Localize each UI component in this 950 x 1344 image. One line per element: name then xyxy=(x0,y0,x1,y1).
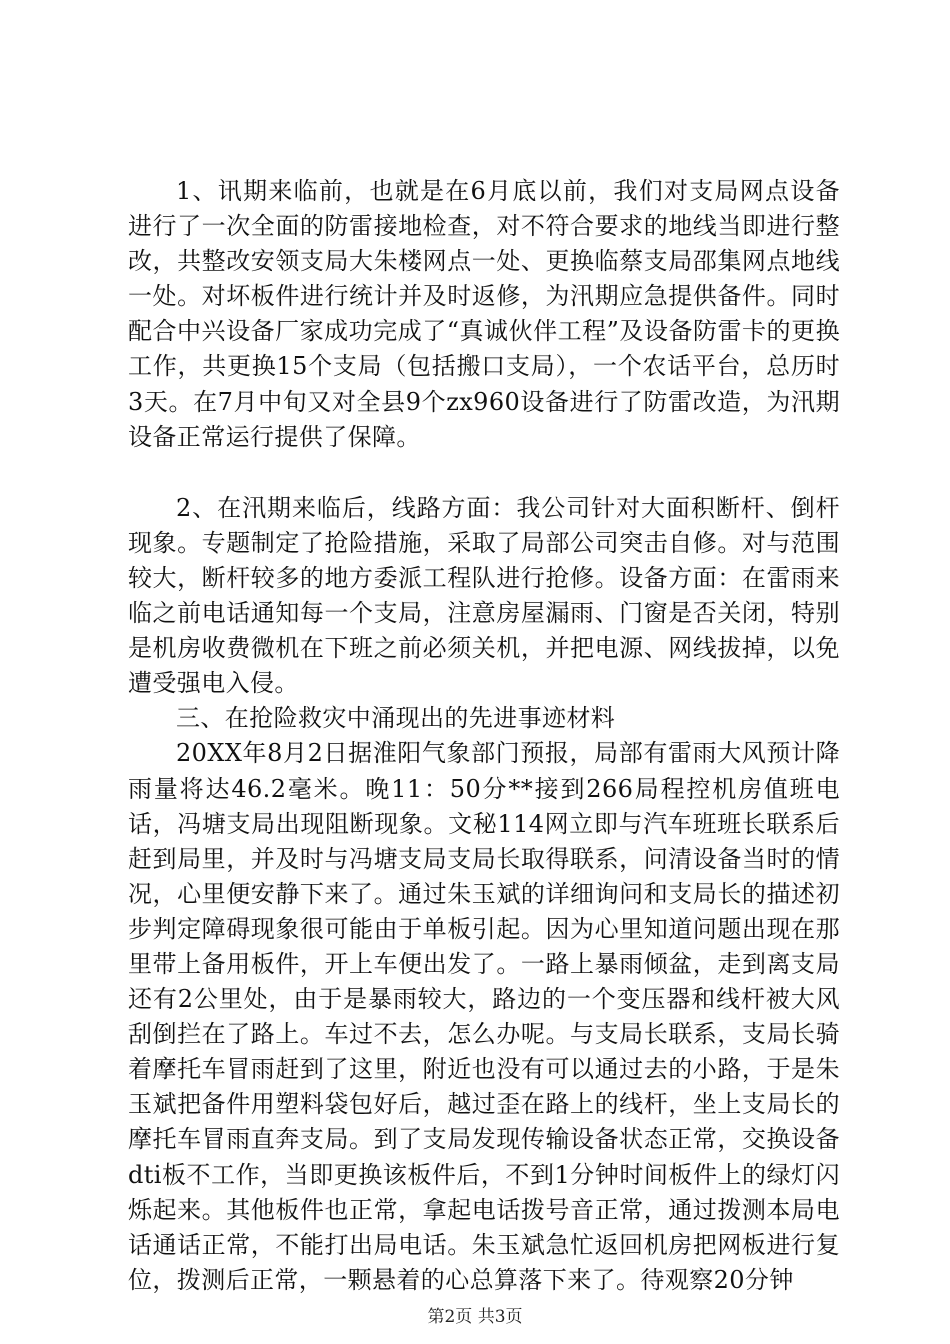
section-heading-advanced-deeds: 三、在抢险救灾中涌现出的先进事迹材料 xyxy=(176,704,616,733)
paragraph-spacer xyxy=(128,455,840,491)
paragraph-rescue-story: 20XX年8月2日据淮阳气象部门预报，局部有雷雨大风预计降雨量将达46.2毫米。晚11：50分**接到266局程控机房值班电话，冯塘支局出现阻断现象。文秘114网立即与汽车班班长联系后赶到局里，并及时与冯塘支局支局长取得联系，问清设备当时的情况，心里便安静下来了。通过朱玉斌的详细询问和支局长的描述初步判定障碍现象很可能由于单板引起。因为心里知道问题出现在那里带上备用板件，开上车便出发了。一路上暴雨倾盆，走到离支局还有2公里处，由于是暴雨较大，路边的一个变压器和线杆被大风刮倒拦在了路上。车过不去，怎么办呢。与支局长联系，支局长骑着摩托车冒雨赶到了这里，附近也没有可以通过去的小路，于是朱玉斌把备件用塑料袋包好后，越过歪在路上的线杆，坐上支局长的摩托车冒雨直奔支局。到了支局发现传输设备状态正常，交换设备dti板不工作，当即更换该板件后，不到1分钟时间板件上的绿灯闪烁起来。其他板件也正常，拿起电话拨号音正常，通过拨测本局电话通话正常，不能打出局电话。朱玉斌急忙返回机房把网板进行复位，拨测后正常，一颗悬着的心总算落下来了。待观察20分钟 xyxy=(128,739,840,1294)
page-number-footer: 第2页 共3页 xyxy=(427,1307,523,1327)
document-body xyxy=(128,174,840,1298)
paragraph-flood-response: 2、在汛期来临后，线路方面：我公司针对大面积断杆、倒杆现象。专题制定了抢险措施，采取了局部公司突击自修。对与范围较大，断杆较多的地方委派工程队进行抢修。设备方面：在雷雨来临之前电话通知每一个支局，注意房屋漏雨、门窗是否关闭，特别是机房收费微机在下班之前必须关机，并把电源、网线拔掉，以免遭受强电入侵。 xyxy=(128,493,840,698)
paragraph-lightning-protection: 1、讯期来临前，也就是在6月底以前，我们对支局网点设备进行了一次全面的防雷接地检查，对不符合要求的地线当即进行整改，共整改安领支局大朱楼网点一处、更换临蔡支局邵集网点地线一处。对坏板件进行统计并及时返修，为汛期应急提供备件。同时配合中兴设备厂家成功完成了“真诚伙伴工程”及设备防雷卡的更换工作，共更换15个支局（包括搬口支局），一个农话平台，总历时3天。在7月中旬又对全县9个zx960设备进行了防雷改造，为汛期设备正常运行提供了保障。 xyxy=(128,177,840,451)
